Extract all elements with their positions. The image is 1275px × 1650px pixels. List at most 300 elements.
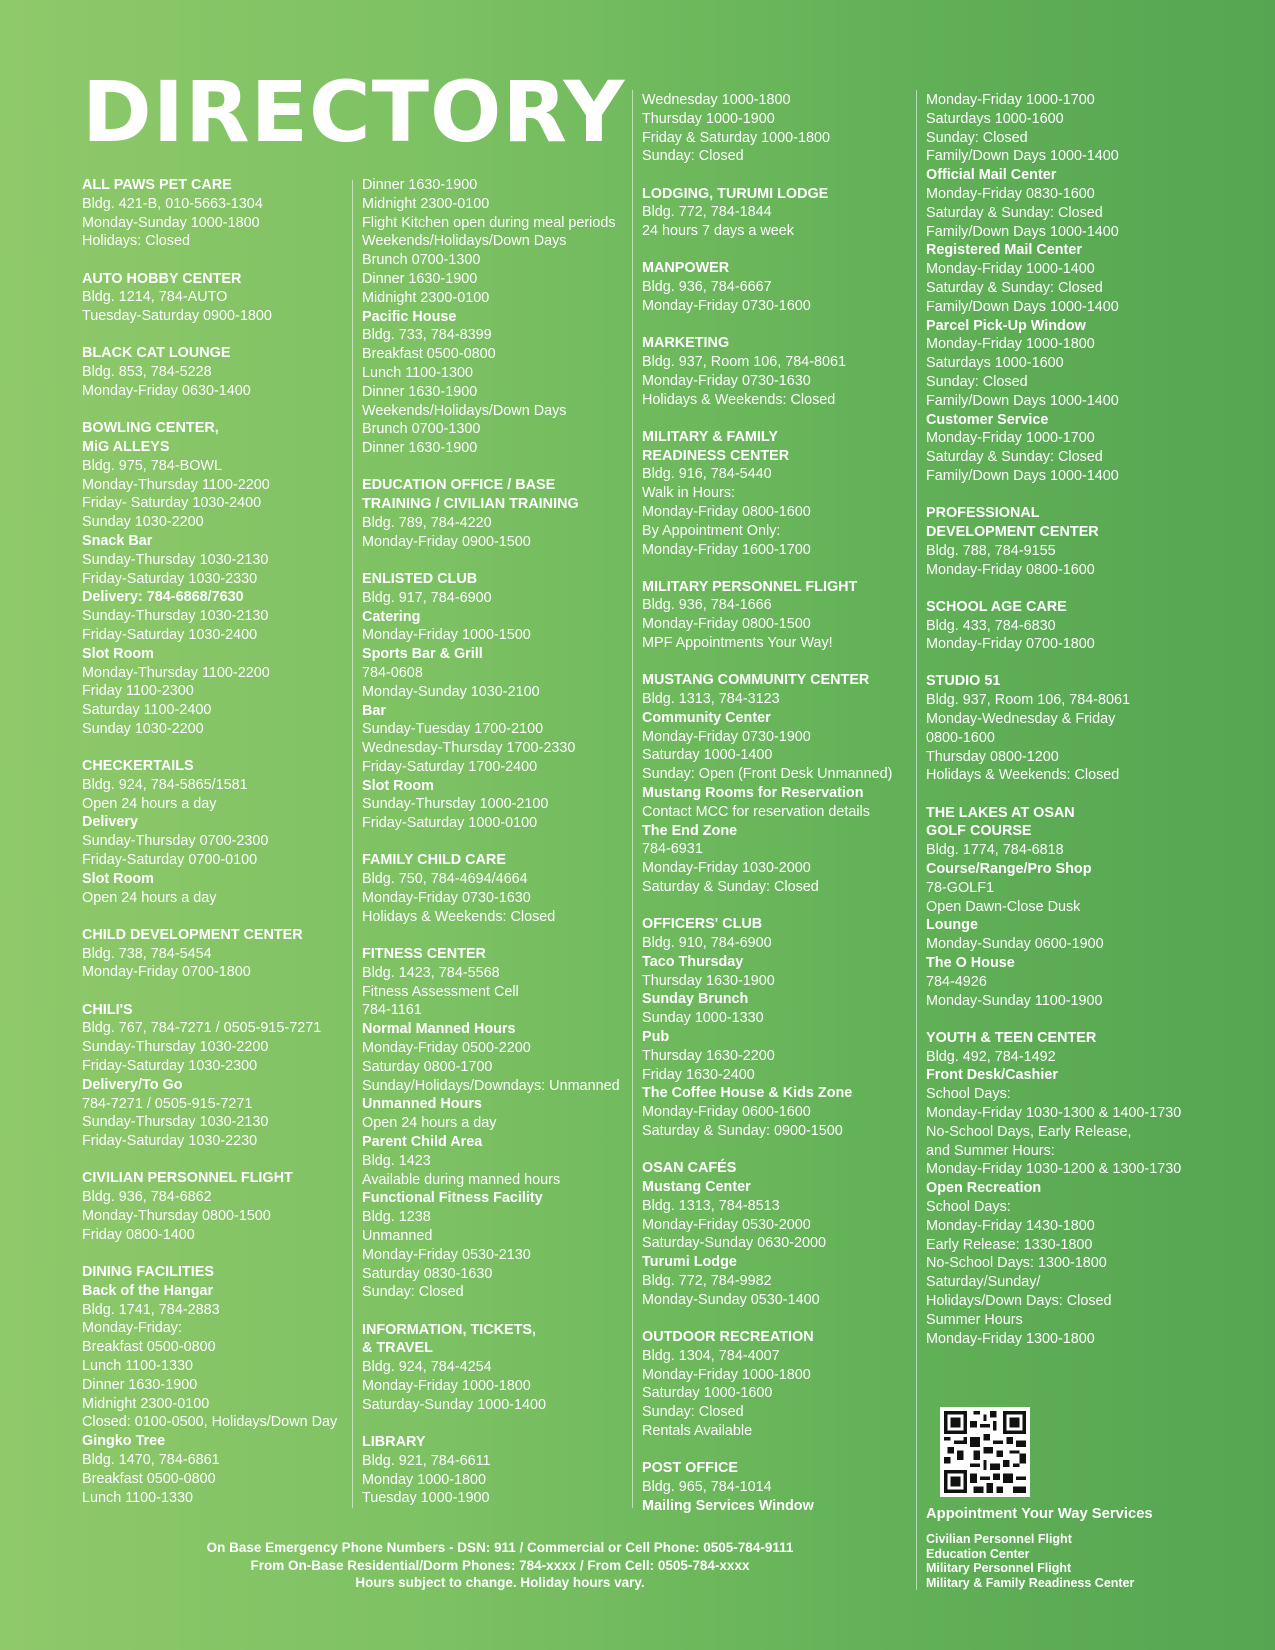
- entry-text: School Days:: [926, 1198, 1011, 1215]
- entry-text: Brunch 0700-1300: [362, 421, 481, 438]
- entry-text: Monday 1000-1800: [362, 1471, 487, 1488]
- entry-text: Saturday & Sunday: 0900-1500: [642, 1122, 843, 1139]
- section-spacer: [642, 1441, 914, 1459]
- section-spacer: [642, 559, 914, 577]
- column-divider: [352, 180, 353, 1508]
- entry-text: Bldg. 1313, 784-3123: [642, 691, 780, 708]
- subsection-heading: Pub: [642, 1029, 670, 1045]
- entry-text: Monday-Friday 0730-1630: [362, 890, 531, 907]
- entry-text: Bldg. 1238: [362, 1209, 431, 1226]
- section-spacer: [642, 1310, 914, 1328]
- entry-text: Friday 0800-1400: [82, 1226, 195, 1243]
- section-spacer: [642, 1141, 914, 1159]
- section-heading: MUSTANG COMMUNITY CENTER: [642, 672, 870, 689]
- entry-text: Saturday & Sunday: Closed: [926, 449, 1103, 466]
- appointment-your-way-title: Appointment Your Way Services: [926, 1506, 1153, 1522]
- entry-text: Midnight 2300-0100: [362, 289, 490, 306]
- entry-text: Monday-Friday 0800-1600: [926, 561, 1095, 578]
- subsection-heading: Parcel Pick-Up Window: [926, 317, 1086, 334]
- entry-text: 784-0608: [362, 664, 423, 681]
- entry-text: Sunday: Closed: [926, 373, 1028, 390]
- entry-text: Sunday-Thursday 0700-2300: [82, 833, 269, 850]
- entry-text: Family/Down Days 1000-1400: [926, 223, 1119, 240]
- page-title: DIRECTORY: [82, 63, 626, 161]
- entry-text: Bldg. 733, 784-8399: [362, 327, 492, 344]
- entry-text: Saturday-Sunday 1000-1400: [362, 1396, 547, 1413]
- entry-text: Monday-Friday 1000-1700: [926, 430, 1095, 447]
- section-spacer: [926, 486, 1198, 504]
- section-spacer: [82, 326, 354, 344]
- entry-text: Friday & Saturday 1000-1800: [642, 129, 830, 146]
- entry-text: Saturdays 1000-1600: [926, 355, 1064, 372]
- subsection-heading: Open Recreation: [926, 1180, 1042, 1197]
- section-spacer: [926, 579, 1198, 597]
- section-heading: TRAINING / CIVILIAN TRAINING: [362, 496, 579, 513]
- section-spacer: [362, 1302, 634, 1320]
- entry-text: Wednesday-Thursday 1700-2330: [362, 740, 576, 757]
- entry-text: Monday-Friday 1000-1800: [362, 1377, 531, 1394]
- section-heading: BOWLING CENTER,: [82, 420, 219, 437]
- entry-text: Bldg. 767, 784-7271 / 0505-915-7271: [82, 1020, 322, 1037]
- entry-text: Holidays/Down Days: Closed: [926, 1292, 1112, 1309]
- entry-text: Lunch 1100-1330: [82, 1489, 193, 1506]
- entry-text: Bldg. 1423, 784-5568: [362, 964, 500, 981]
- entry-text: Rentals Available: [642, 1422, 753, 1439]
- subsection-heading: Parent Child Area: [362, 1134, 483, 1151]
- entry-text: Bldg. 772, 784-9982: [642, 1272, 772, 1289]
- subsection-heading: Delivery: [82, 814, 139, 831]
- entry-text: Available during manned hours: [362, 1171, 561, 1188]
- entry-text: Tuesday 1000-1900: [362, 1490, 490, 1507]
- section-heading: CIVILIAN PERSONNEL FLIGHT: [82, 1170, 293, 1187]
- section-spacer: [82, 982, 354, 1000]
- entry-text: Weekends/Holidays/Down Days: [362, 402, 567, 419]
- entry-text: Monday-Thursday 0800-1500: [82, 1207, 271, 1224]
- entry-text: 78-GOLF1: [926, 879, 994, 896]
- entry-text: Monday-Friday 1030-1200 & 1300-1730: [926, 1161, 1182, 1178]
- entry-text: Breakfast 0500-0800: [82, 1339, 216, 1356]
- subsection-heading: Course/Range/Pro Shop: [926, 861, 1092, 878]
- entry-text: Bldg. 924, 784-5865/1581: [82, 776, 248, 793]
- entry-text: Monday-Friday 1300-1800: [926, 1330, 1095, 1347]
- entry-text: Bldg. 750, 784-4694/4664: [362, 871, 528, 888]
- section-spacer: [926, 654, 1198, 672]
- section-heading: MILITARY PERSONNEL FLIGHT: [642, 578, 858, 595]
- section-spacer: [642, 241, 914, 259]
- section-heading: ENLISTED CLUB: [362, 570, 478, 587]
- entry-text: Monday-Friday 1030-2000: [642, 860, 811, 877]
- entry-text: Sunday: Open (Front Desk Unmanned): [642, 766, 893, 783]
- entry-text: Saturday 0830-1630: [362, 1265, 493, 1282]
- entry-text: Midnight 2300-0100: [362, 195, 490, 212]
- entry-text: Bldg. 936, 784-1666: [642, 597, 772, 614]
- entry-text: Holidays & Weekends: Closed: [642, 391, 836, 408]
- appointment-item: Education Center: [926, 1546, 1030, 1561]
- entry-text: Holidays: Closed: [82, 233, 190, 250]
- entry-text: Friday 1100-2300: [82, 683, 194, 700]
- section-heading: SCHOOL AGE CARE: [926, 598, 1067, 615]
- entry-text: and Summer Hours:: [926, 1142, 1055, 1159]
- section-spacer: [82, 739, 354, 757]
- entry-text: Bldg. 738, 784-5454: [82, 945, 212, 962]
- column-divider: [916, 90, 917, 1590]
- entry-text: Bldg. 433, 784-6830: [926, 617, 1056, 634]
- section-heading: ALL PAWS PET CARE: [82, 177, 232, 193]
- entry-text: Monday-Friday 0700-1800: [926, 636, 1095, 653]
- section-heading: & TRAVEL: [362, 1340, 433, 1357]
- entry-text: Bldg. 772, 784-1844: [642, 204, 772, 221]
- entry-text: Friday-Saturday 1700-2400: [362, 758, 538, 775]
- entry-text: Sunday 1030-2200: [82, 514, 204, 531]
- section-heading: OUTDOOR RECREATION: [642, 1328, 814, 1345]
- appointment-item: Military Personnel Flight: [926, 1561, 1072, 1576]
- entry-text: Dinner 1630-1900: [82, 1376, 198, 1393]
- qr-code-icon[interactable]: [940, 1407, 1030, 1497]
- entry-text: Sunday: Closed: [926, 129, 1028, 146]
- subsection-heading: Slot Room: [82, 870, 154, 887]
- entry-text: Contact MCC for reservation details: [642, 803, 870, 820]
- entry-text: Monday-Sunday 1100-1900: [926, 992, 1103, 1009]
- entry-text: 0800-1600: [926, 729, 995, 746]
- entry-text: Closed: 0100-0500, Holidays/Down Day: [82, 1414, 338, 1431]
- section-heading: OSAN CAFÉS: [642, 1160, 737, 1177]
- entry-text: Dinner 1630-1900: [362, 270, 478, 287]
- section-spacer: [642, 316, 914, 334]
- section-heading: CHILI'S: [82, 1001, 133, 1018]
- footer-phone-line: From On-Base Residential/Dorm Phones: 784-xxxx / From Cell: 0505-784-xxxx: [250, 1557, 750, 1573]
- entry-text: Friday-Saturday 1030-2330: [82, 570, 258, 587]
- subsection-heading: Registered Mail Center: [926, 242, 1082, 259]
- emergency-footer: [150, 1539, 850, 1592]
- subsection-heading: Taco Thursday: [642, 953, 744, 970]
- entry-text: Monday-Friday 0630-1400: [82, 382, 251, 399]
- entry-text: Saturday-Sunday 0630-2000: [642, 1235, 827, 1252]
- entry-text: Monday-Sunday 1030-2100: [362, 683, 540, 700]
- entry-text: Lunch 1100-1300: [362, 364, 473, 381]
- section-spacer: [642, 166, 914, 184]
- section-heading: INFORMATION, TICKETS,: [362, 1321, 537, 1338]
- entry-text: Thursday 1630-2200: [642, 1047, 775, 1064]
- section-heading: EDUCATION OFFICE / BASE: [362, 477, 556, 494]
- section-heading: AUTO HOBBY CENTER: [82, 270, 242, 287]
- entry-text: Midnight 2300-0100: [82, 1395, 210, 1412]
- entry-text: 784-6931: [642, 841, 703, 858]
- entry-text: Holidays & Weekends: Closed: [362, 908, 556, 925]
- entry-text: Monday-Friday 1430-1800: [926, 1217, 1095, 1234]
- appointment-item: Military & Family Readiness Center: [926, 1575, 1135, 1590]
- entry-text: Bldg. 1304, 784-4007: [642, 1347, 780, 1364]
- subsection-heading: The End Zone: [642, 822, 738, 839]
- entry-text: Bldg. 853, 784-5228: [82, 364, 212, 381]
- entry-text: Bldg. 916, 784-5440: [642, 466, 772, 483]
- section-heading: READINESS CENTER: [642, 447, 790, 464]
- entry-text: Flight Kitchen open during meal periods: [362, 214, 616, 231]
- entry-text: Lunch 1100-1330: [82, 1357, 193, 1374]
- section-spacer: [362, 927, 634, 945]
- subsection-heading: Community Center: [642, 709, 771, 726]
- entry-text: Monday-Friday 0730-1630: [642, 372, 811, 389]
- directory-column-2: [362, 176, 634, 1508]
- subsection-heading: Sports Bar & Grill: [362, 646, 483, 663]
- entry-text: Monday-Thursday 1100-2200: [82, 664, 270, 681]
- entry-text: Thursday 1630-1900: [642, 972, 775, 989]
- section-spacer: [362, 1415, 634, 1433]
- entry-text: Bldg. 975, 784-BOWL: [82, 457, 222, 474]
- subsection-heading: Mustang Rooms for Reservation: [642, 785, 864, 802]
- directory-column-3: [642, 91, 914, 1516]
- subsection-heading: Slot Room: [82, 645, 154, 662]
- entry-text: Monday-Friday 1000-1800: [642, 1366, 811, 1383]
- entry-text: Friday-Saturday 1000-0100: [362, 815, 538, 832]
- entry-text: Monday-Friday 0730-1900: [642, 728, 811, 745]
- section-heading: POST OFFICE: [642, 1460, 738, 1477]
- entry-text: By Appointment Only:: [642, 522, 781, 539]
- subsection-heading: The O House: [926, 955, 1015, 972]
- entry-text: School Days:: [926, 1086, 1011, 1103]
- section-spacer: [926, 785, 1198, 803]
- entry-text: Open 24 hours a day: [82, 795, 217, 812]
- subsection-heading: Official Mail Center: [926, 167, 1057, 184]
- entry-text: Thursday 0800-1200: [926, 748, 1059, 765]
- entry-text: Friday-Saturday 1030-2230: [82, 1133, 258, 1150]
- entry-text: Sunday 1030-2200: [82, 720, 204, 737]
- entry-text: Monday-Friday 0730-1600: [642, 297, 811, 314]
- entry-text: Weekends/Holidays/Down Days: [362, 233, 567, 250]
- entry-text: Fitness Assessment Cell: [362, 983, 519, 1000]
- entry-text: Monday-Sunday 0600-1900: [926, 936, 1104, 953]
- entry-text: Saturday & Sunday: Closed: [926, 279, 1103, 296]
- entry-text: Bldg. 921, 784-6611: [362, 1452, 491, 1469]
- entry-text: Monday-Friday 0800-1600: [642, 503, 811, 520]
- subsection-heading: Unmanned Hours: [362, 1096, 482, 1113]
- entry-text: Monday-Sunday 0530-1400: [642, 1291, 820, 1308]
- subsection-heading: Normal Manned Hours: [362, 1021, 516, 1038]
- subsection-heading: Mailing Services Window: [642, 1497, 814, 1514]
- entry-text: Sunday-Thursday 1030-2130: [82, 608, 269, 625]
- section-spacer: [642, 409, 914, 427]
- entry-text: Monday-Friday 0600-1600: [642, 1104, 811, 1121]
- section-heading: THE LAKES AT OSAN: [926, 804, 1075, 821]
- entry-text: Family/Down Days 1000-1400: [926, 467, 1119, 484]
- entry-text: Breakfast 0500-0800: [362, 346, 496, 363]
- entry-text: Early Release: 1330-1800: [926, 1236, 1093, 1253]
- entry-text: Friday-Saturday 0700-0100: [82, 852, 258, 869]
- entry-text: Open 24 hours a day: [82, 889, 217, 906]
- subsection-heading: Delivery/To Go: [82, 1076, 183, 1093]
- entry-text: Sunday-Thursday 1030-2130: [82, 551, 269, 568]
- entry-text: Monday-Friday 0700-1800: [82, 964, 251, 981]
- entry-text: Monday-Thursday 1100-2200: [82, 476, 270, 493]
- entry-text: Monday-Friday 1000-1500: [362, 627, 531, 644]
- entry-text: Bldg. 917, 784-6900: [362, 589, 492, 606]
- entry-text: Sunday-Thursday 1000-2100: [362, 796, 549, 813]
- section-heading: YOUTH & TEEN CENTER: [926, 1029, 1097, 1046]
- entry-text: Bldg. 1423: [362, 1152, 431, 1169]
- entry-text: Monday-Friday 0530-2000: [642, 1216, 811, 1233]
- entry-text: Sunday: Closed: [362, 1284, 464, 1301]
- entry-text: Saturday 0800-1700: [362, 1058, 493, 1075]
- entry-text: Monday-Friday 1030-1300 & 1400-1730: [926, 1105, 1182, 1121]
- entry-text: Dinner 1630-1900: [362, 177, 478, 193]
- section-heading: OFFICERS' CLUB: [642, 916, 763, 933]
- entry-text: Bldg. 936, 784-6667: [642, 279, 772, 296]
- entry-text: Monday-Friday 0830-1600: [926, 185, 1095, 202]
- entry-text: Bldg. 924, 784-4254: [362, 1359, 492, 1376]
- entry-text: Bldg. 788, 784-9155: [926, 542, 1056, 559]
- subsection-heading: Catering: [362, 608, 421, 625]
- section-spacer: [362, 458, 634, 476]
- section-heading: MARKETING: [642, 335, 730, 352]
- entry-text: Monday-Friday 1000-1400: [926, 261, 1095, 278]
- subsection-heading: Lounge: [926, 917, 978, 934]
- section-heading: MANPOWER: [642, 260, 730, 277]
- section-spacer: [82, 401, 354, 419]
- entry-text: Monday-Friday 1000-1800: [926, 336, 1095, 353]
- directory-column-1: [82, 176, 354, 1507]
- entry-text: Monday-Wednesday & Friday: [926, 711, 1116, 728]
- subsection-heading: Front Desk/Cashier: [926, 1067, 1058, 1084]
- section-heading: DEVELOPMENT CENTER: [926, 523, 1099, 540]
- entry-text: Bldg. 937, Room 106, 784-8061: [642, 353, 847, 370]
- section-spacer: [362, 833, 634, 851]
- entry-text: Monday-Friday 0800-1500: [642, 616, 811, 633]
- entry-text: Bldg. 1214, 784-AUTO: [82, 289, 228, 306]
- entry-text: MPF Appointments Your Way!: [642, 635, 833, 652]
- entry-text: 784-7271 / 0505-915-7271: [82, 1095, 253, 1112]
- section-spacer: [642, 897, 914, 915]
- entry-text: 784-4926: [926, 973, 987, 990]
- entry-text: Bldg. 421-B, 010-5663-1304: [82, 195, 263, 212]
- section-spacer: [926, 1010, 1198, 1028]
- section-heading: LODGING, TURUMI LODGE: [642, 185, 829, 202]
- entry-text: Bldg. 910, 784-6900: [642, 935, 772, 952]
- section-heading: FITNESS CENTER: [362, 946, 486, 963]
- entry-text: Thursday 1000-1900: [642, 110, 775, 127]
- entry-text: Bldg. 492, 784-1492: [926, 1048, 1056, 1065]
- entry-text: Breakfast 0500-0800: [82, 1470, 216, 1487]
- appointment-your-way-list: [926, 1532, 1134, 1590]
- section-heading: CHILD DEVELOPMENT CENTER: [82, 926, 303, 943]
- entry-text: Bldg. 936, 784-6862: [82, 1189, 212, 1206]
- entry-text: Open 24 hours a day: [362, 1115, 497, 1132]
- entry-text: Friday-Saturday 1030-2400: [82, 626, 258, 643]
- subsection-heading: Functional Fitness Facility: [362, 1190, 543, 1207]
- subsection-heading: Slot Room: [362, 777, 434, 794]
- entry-text: Bldg. 789, 784-4220: [362, 514, 492, 531]
- entry-text: Tuesday-Saturday 0900-1800: [82, 308, 272, 325]
- section-heading: MiG ALLEYS: [82, 438, 170, 455]
- entry-text: Dinner 1630-1900: [362, 383, 478, 400]
- section-heading: MILITARY & FAMILY: [642, 428, 778, 445]
- entry-text: Unmanned: [362, 1228, 433, 1244]
- directory-column-4: [926, 91, 1198, 1348]
- entry-text: 784-1161: [362, 1002, 422, 1019]
- entry-text: Dinner 1630-1900: [362, 440, 478, 457]
- subsection-heading: Sunday Brunch: [642, 991, 749, 1008]
- section-heading: FAMILY CHILD CARE: [362, 852, 506, 869]
- entry-text: Bldg. 1774, 784-6818: [926, 842, 1064, 859]
- entry-text: Family/Down Days 1000-1400: [926, 298, 1119, 315]
- entry-text: Bldg. 1470, 784-6861: [82, 1451, 220, 1468]
- entry-text: Sunday: Closed: [642, 148, 744, 165]
- entry-text: Monday-Friday 0900-1500: [362, 533, 531, 550]
- section-spacer: [82, 907, 354, 925]
- entry-text: Friday- Saturday 1030-2400: [82, 495, 262, 512]
- section-heading: DINING FACILITIES: [82, 1263, 214, 1280]
- entry-text: Monday-Friday 1000-1700: [926, 92, 1095, 108]
- entry-text: No-School Days, Early Release,: [926, 1123, 1132, 1140]
- entry-text: Monday-Friday 0530-2130: [362, 1246, 531, 1263]
- subsection-heading: Pacific House: [362, 308, 457, 325]
- entry-text: Sunday-Thursday 1030-2200: [82, 1039, 269, 1056]
- entry-text: Family/Down Days 1000-1400: [926, 148, 1119, 165]
- entry-text: Saturday & Sunday: Closed: [926, 204, 1103, 221]
- section-heading: PROFESSIONAL: [926, 505, 1040, 522]
- subsection-heading: Back of the Hangar: [82, 1282, 214, 1299]
- entry-text: Bldg. 965, 784-1014: [642, 1478, 772, 1495]
- entry-text: Open Dawn-Close Dusk: [926, 898, 1081, 915]
- section-spacer: [82, 251, 354, 269]
- section-spacer: [362, 552, 634, 570]
- entry-text: Friday 1630-2400: [642, 1066, 755, 1083]
- section-spacer: [82, 1151, 354, 1169]
- entry-text: Sunday-Tuesday 1700-2100: [362, 721, 544, 738]
- entry-text: Monday-Friday:: [82, 1320, 182, 1337]
- entry-text: Summer Hours: [926, 1311, 1023, 1328]
- subsection-heading: Bar: [362, 702, 386, 719]
- entry-text: Friday-Saturday 1030-2300: [82, 1058, 258, 1075]
- entry-text: Bldg. 937, Room 106, 784-8061: [926, 692, 1131, 709]
- entry-text: Bldg. 1313, 784-8513: [642, 1197, 780, 1214]
- entry-text: Family/Down Days 1000-1400: [926, 392, 1119, 409]
- section-spacer: [642, 653, 914, 671]
- subsection-heading: Gingko Tree: [82, 1433, 166, 1450]
- subsection-heading: Delivery: 784-6868/7630: [82, 589, 244, 606]
- entry-text: Monday-Sunday 1000-1800: [82, 214, 260, 231]
- subsection-heading: Customer Service: [926, 411, 1049, 428]
- entry-text: Sunday-Thursday 1030-2130: [82, 1114, 269, 1131]
- appointment-item: Civilian Personnel Flight: [926, 1532, 1072, 1546]
- entry-text: Saturday 1000-1600: [642, 1385, 773, 1402]
- entry-text: 24 hours 7 days a week: [642, 223, 794, 240]
- entry-text: Holidays & Weekends: Closed: [926, 767, 1120, 784]
- entry-text: Sunday/Holidays/Downdays: Unmanned: [362, 1077, 620, 1094]
- subsection-heading: The Coffee House & Kids Zone: [642, 1085, 853, 1102]
- entry-text: Bldg. 1741, 784-2883: [82, 1301, 220, 1318]
- subsection-heading: Snack Bar: [82, 532, 153, 549]
- entry-text: Sunday: Closed: [642, 1404, 744, 1421]
- subsection-heading: Turumi Lodge: [642, 1254, 737, 1271]
- entry-text: Saturday 1000-1400: [642, 747, 773, 764]
- entry-text: Walk in Hours:: [642, 485, 736, 502]
- entry-text: Monday-Friday 0500-2200: [362, 1040, 531, 1057]
- subsection-heading: Mustang Center: [642, 1178, 751, 1195]
- entry-text: Saturday & Sunday: Closed: [642, 879, 819, 896]
- entry-text: Brunch 0700-1300: [362, 252, 481, 269]
- column-divider: [632, 90, 633, 1508]
- entry-text: Saturday/Sunday/: [926, 1274, 1041, 1291]
- section-spacer: [82, 1245, 354, 1263]
- footer-disclaimer: Hours subject to change. Holiday hours vary.: [355, 1575, 645, 1591]
- section-heading: GOLF COURSE: [926, 823, 1032, 840]
- section-heading: BLACK CAT LOUNGE: [82, 345, 231, 362]
- entry-text: Monday-Friday 1600-1700: [642, 541, 811, 558]
- entry-text: Wednesday 1000-1800: [642, 92, 791, 108]
- section-heading: STUDIO 51: [926, 673, 1001, 690]
- section-heading: LIBRARY: [362, 1433, 426, 1450]
- entry-text: Saturday 1100-2400: [82, 702, 212, 719]
- entry-text: Saturdays 1000-1600: [926, 110, 1064, 127]
